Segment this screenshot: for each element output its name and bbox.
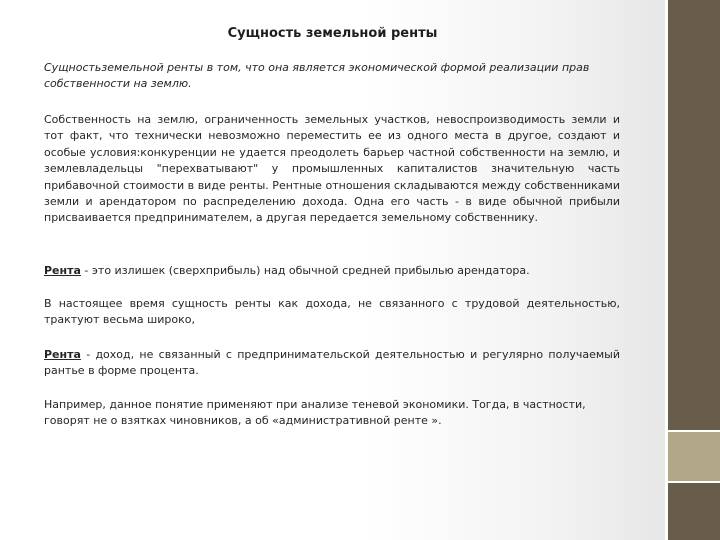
slide-title: Сущность земельной ренты bbox=[227, 26, 438, 41]
sidebar-block-bottom bbox=[668, 483, 720, 540]
definition-text-1: - это излишек (сверхприбыль) над обычной средней прибылью арендатора. bbox=[80, 264, 530, 277]
sidebar-block-top bbox=[668, 0, 720, 430]
decorative-sidebar bbox=[668, 0, 720, 540]
definition-paragraph-1 bbox=[44, 263, 620, 279]
main-paragraph: Собственность на землю, ограниченность земельных участков, невоспроизводимость земли и тот факт, что технически невозможно переместить ее из одного места в другое, создают и особые условия:конкуренции не удается преодолеть барьер частной собственности на землю, и землевладельцы "перехватывают" у промышленных капиталистов значительную часть прибавочной стоимости в виде ренты. Рентные отношения складываются между собственниками земли и арендатором по распределению дохода. Одна его часть - в виде обычной прибыли присваивается предпринимателем, а другая передается земельному собственнику. bbox=[44, 113, 620, 225]
intro-paragraph: Сущностьземельной ренты в том, что она является экономической формой реализации прав собственности на землю. bbox=[44, 61, 590, 91]
definition-term-2: Рента bbox=[44, 348, 81, 361]
definition-text-2: - доход, не связанный с предпринимательской деятельностью и регулярно получаемый рантье в форме процента. bbox=[44, 348, 620, 378]
example-paragraph: Например, данное понятие применяют при анализе теневой экономики. Тогда, в частности, говорят не о взятках чиновников, а об «административной ренте ». bbox=[44, 398, 586, 428]
sidebar-block-middle bbox=[668, 432, 720, 481]
definition-term-1: Рента bbox=[44, 264, 81, 277]
definition-paragraph-2 bbox=[44, 347, 620, 380]
modern-paragraph: В настоящее время сущность ренты как дохода, не связанного с трудовой деятельностью, трактуют весьма широко, bbox=[44, 297, 620, 327]
